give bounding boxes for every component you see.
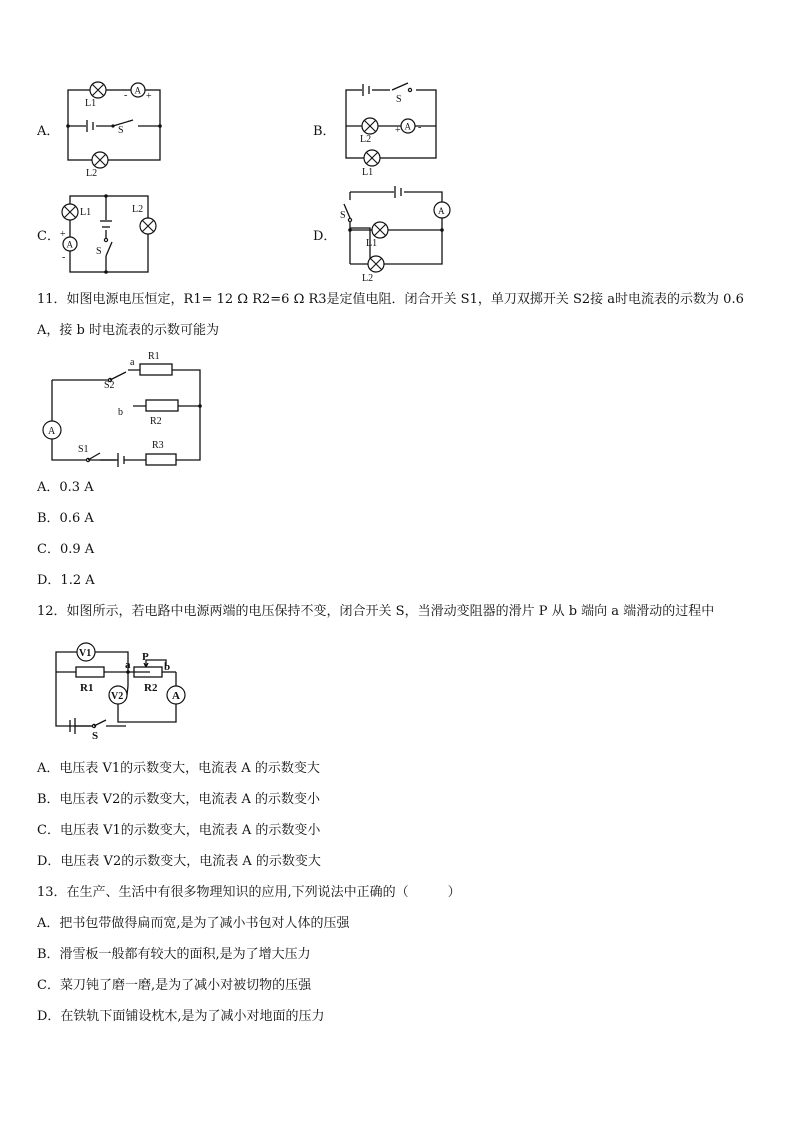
q13-option-b: B．滑雪板一般都有较大的面积,是为了增大压力 xyxy=(37,947,311,962)
resistor-r3-label: R3 xyxy=(152,440,164,451)
q13-option-d: D．在铁轨下面铺设枕木,是为了减小对地面的压力 xyxy=(37,1009,325,1024)
question-13-text: 13．在生产、生活中有很多物理知识的应用,下列说法中正确的（ ） xyxy=(37,885,461,900)
ammeter-label: A xyxy=(48,426,56,437)
switch-s-label: S xyxy=(118,125,124,136)
terminal-a-label: a xyxy=(130,357,135,368)
circuit-figure-a xyxy=(60,78,170,178)
q11-option-c: C．0.9 A xyxy=(37,542,95,557)
ammeter-plus: + xyxy=(395,125,401,136)
ammeter-minus: - xyxy=(62,252,66,263)
switch-s-label: S xyxy=(340,210,346,221)
ammeter-plus: + xyxy=(60,229,66,240)
q11-option-a: A．0.3 A xyxy=(37,480,94,495)
lamp-l2-label: L2 xyxy=(132,204,144,215)
resistor-r2-label: R2 xyxy=(144,682,158,694)
switch-s1-label: S1 xyxy=(78,444,89,455)
ammeter-label: A xyxy=(172,690,180,702)
ammeter-label: A xyxy=(134,85,141,96)
circuit-figure-c xyxy=(58,190,168,280)
circuit-figure-d xyxy=(338,180,453,285)
resistor-r1-label: R1 xyxy=(80,682,94,694)
option-c-label: C． xyxy=(37,229,60,244)
q12-option-a: A．电压表 V1的示数变大，电流表 A 的示数变大 xyxy=(37,761,320,776)
slider-p-label: P xyxy=(142,651,149,663)
option-d-label: D． xyxy=(313,229,337,244)
ammeter-label: A xyxy=(404,121,411,132)
ammeter-label: A xyxy=(438,206,445,216)
resistor-r1-label: R1 xyxy=(148,351,160,362)
ammeter-plus: + xyxy=(146,91,152,102)
option-b-label: B． xyxy=(313,124,336,139)
lamp-l1-label: L1 xyxy=(366,238,378,249)
q11-option-b: B．0.6 A xyxy=(37,511,94,526)
question-11-circuit xyxy=(38,350,213,468)
option-a-label: A． xyxy=(37,124,60,139)
resistor-r2-label: R2 xyxy=(150,416,162,427)
q13-option-c: C．菜刀钝了磨一磨,是为了减小对被切物的压强 xyxy=(37,978,312,993)
switch-s-label: S xyxy=(92,730,99,740)
lamp-l1-label: L1 xyxy=(362,167,374,178)
q12-option-d: D．电压表 V2的示数变大，电流表 A 的示数变大 xyxy=(37,854,321,869)
ammeter-minus: - xyxy=(418,122,422,133)
terminal-a-label: a xyxy=(125,659,131,671)
q12-option-c: C．电压表 V1的示数变大，电流表 A 的示数变小 xyxy=(37,823,321,838)
switch-s-label: S xyxy=(396,94,402,105)
ammeter-minus: - xyxy=(124,90,128,101)
switch-s2-label: S2 xyxy=(104,380,115,391)
lamp-l1-label: L1 xyxy=(80,207,92,218)
question-11-text-cont: A，接 b 时电流表的示数可能为 xyxy=(37,323,219,338)
question-11-text: 11．如图电源电压恒定，R1= 12 Ω R2=6 Ω R3是定值电阻．闭合开关 S1，单刀双掷开关 S2接 a时电流表的示数为 0.6 xyxy=(37,292,744,307)
question-12-text: 12．如图所示，若电路中电源两端的电压保持不变，闭合开关 S，当滑动变阻器的滑片 P 从 b 端向 a 端滑动的过程中 xyxy=(37,604,715,619)
ammeter-label: A xyxy=(66,239,73,250)
q13-option-a: A．把书包带做得扁而宽,是为了减小书包对人体的压强 xyxy=(37,916,350,931)
voltmeter-v2-label: V2 xyxy=(111,691,124,702)
switch-s-label: S xyxy=(96,246,102,257)
circuit-figure-b xyxy=(338,78,448,178)
question-12-circuit xyxy=(48,636,193,740)
lamp-l2-label: L2 xyxy=(86,168,98,178)
q12-option-b: B．电压表 V2的示数变大，电流表 A 的示数变小 xyxy=(37,792,320,807)
voltmeter-v1-label: V1 xyxy=(79,648,92,659)
terminal-b-label: b xyxy=(164,661,171,673)
q11-option-d: D．1.2 A xyxy=(37,573,95,588)
lamp-l1-label: L1 xyxy=(85,98,97,109)
terminal-b-label: b xyxy=(118,407,123,418)
lamp-l2-label: L2 xyxy=(362,273,374,284)
lamp-l2-label: L2 xyxy=(360,134,372,145)
